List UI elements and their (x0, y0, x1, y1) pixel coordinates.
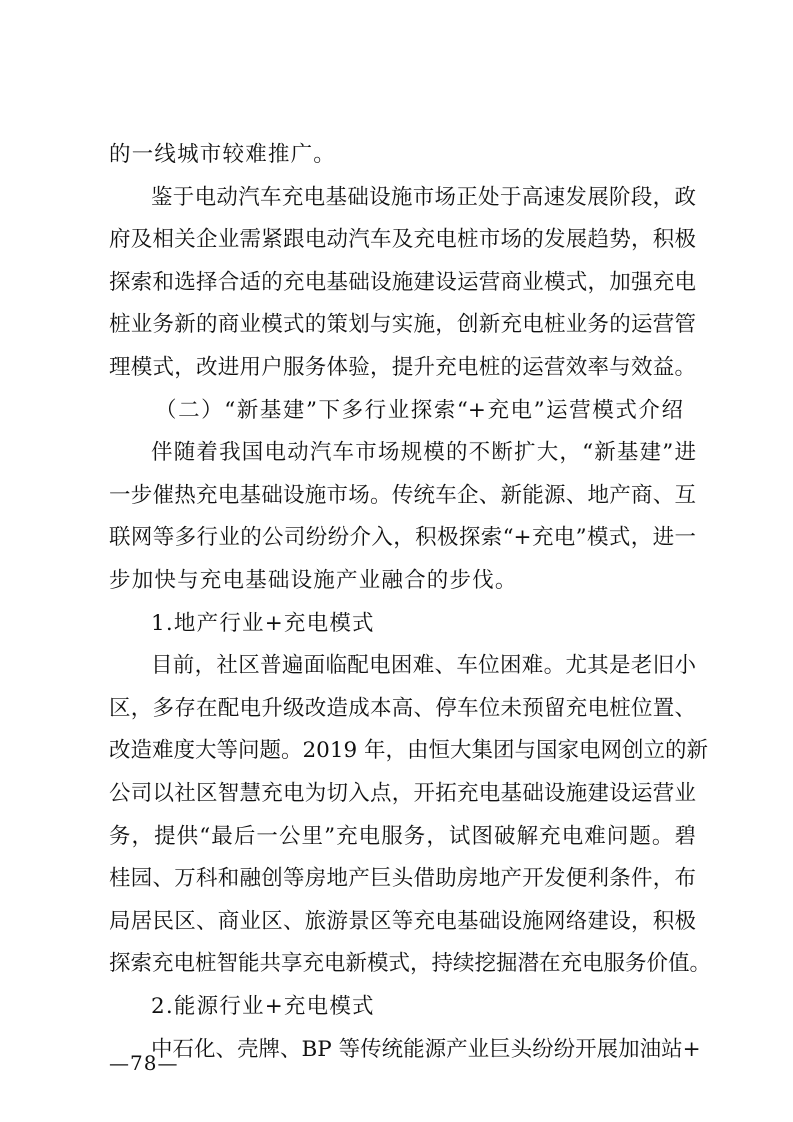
page-number: —78— (109, 1051, 179, 1075)
paragraph-line: 理模式，改进用户服务体验，提升充电桩的运营效率与效益。 (109, 355, 696, 380)
paragraph-line: 联网等多行业的公司纷纷介入，积极探索“+充电”模式，进一 (109, 525, 696, 550)
paragraph-line: 府及相关企业需紧跟电动汽车及充电桩市场的发展趋势，积极 (109, 227, 696, 252)
section-heading: （二）“新基建”下多行业探索“+充电”运营模式介绍 (155, 398, 683, 423)
paragraph-line: 探索和选择合适的充电基础设施建设运营商业模式，加强充电 (109, 270, 696, 295)
paragraph-line: 探索充电桩智能共享充电新模式，持续挖掘潜在充电服务价值。 (109, 951, 712, 976)
paragraph-line: 务，提供“最后一公里”充电服务，试图破解充电难问题。碧 (109, 824, 696, 849)
subsection-heading: 1.地产行业+充电模式 (151, 611, 375, 636)
paragraph-line: 改造难度大等问题。2019 年，由恒大集团与国家电网创立的新 (109, 738, 709, 763)
paragraph-line: 公司以社区智慧充电为切入点，开拓充电基础设施建设运营业 (109, 781, 696, 806)
paragraph-line: 一步催热充电基础设施市场。传统车企、新能源、地产商、互 (109, 483, 696, 508)
paragraph-line: 区，多存在配电升级改造成本高、停车位未预留充电桩位置、 (109, 696, 696, 721)
paragraph-line: 的一线城市较难推广。 (109, 142, 337, 167)
paragraph-line: 步加快与充电基础设施产业融合的步伐。 (109, 568, 518, 593)
paragraph-line: 局居民区、商业区、旅游景区等充电基础设施网络建设，积极 (109, 909, 696, 934)
paragraph-line: 目前，社区普遍面临配电困难、车位困难。尤其是老旧小 (151, 653, 696, 678)
paragraph-line: 桂园、万科和融创等房地产巨头借助房地产开发便利条件，布 (109, 866, 696, 891)
subsection-heading: 2.能源行业+充电模式 (151, 994, 375, 1019)
paragraph-line: 桩业务新的商业模式的策划与实施，创新充电桩业务的运营管 (109, 312, 696, 337)
paragraph-line: 中石化、壳牌、BP 等传统能源产业巨头纷纷开展加油站+ (151, 1037, 701, 1062)
paragraph-line: 鉴于电动汽车充电基础设施市场正处于高速发展阶段，政 (151, 185, 696, 210)
paragraph-line: 伴随着我国电动汽车市场规模的不断扩大，“新基建”进 (151, 440, 696, 465)
